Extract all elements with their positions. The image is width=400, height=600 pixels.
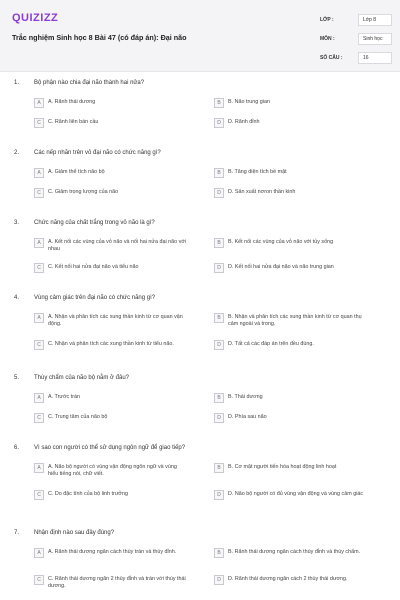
- answer-option-b[interactable]: [214, 168, 368, 178]
- option-letter-box: D: [214, 188, 224, 198]
- answer-option-d[interactable]: [214, 490, 368, 500]
- answer-option-c[interactable]: [34, 413, 188, 423]
- option-letter-box: C: [34, 263, 44, 273]
- option-letter-box: D: [214, 575, 224, 585]
- answer-option-b[interactable]: [214, 98, 368, 108]
- answer-option-a[interactable]: [34, 463, 188, 478]
- option-letter-box: D: [214, 413, 224, 423]
- answer-option-a[interactable]: [34, 98, 188, 108]
- option-letter-box: A: [34, 98, 44, 108]
- option-text: D. Kết nối hai nửa đại não và não trung gian: [228, 264, 334, 270]
- question-number: 1.: [14, 80, 20, 86]
- answer-option-d[interactable]: [214, 118, 368, 128]
- answer-option-a[interactable]: [34, 548, 188, 558]
- option-text: A. Nhận và phân tích các xung thần kinh từ cơ quan vận động.: [48, 314, 183, 328]
- option-letter-box: C: [34, 413, 44, 423]
- option-text: D. Sản xuất nơron thần kinh: [228, 189, 296, 195]
- answer-option-c[interactable]: [34, 490, 188, 500]
- option-text: B. Tăng diện tích bề mặt: [228, 169, 287, 175]
- page-title: Trắc nghiệm Sinh học 8 Bài 47 (có đáp án): Đại não: [12, 33, 187, 42]
- question-number: 3.: [14, 220, 20, 226]
- option-text: A. Kết nối các vùng của vỏ não và nối hai nửa đại não với nhau: [48, 239, 187, 253]
- option-letter-box: B: [214, 548, 224, 558]
- option-letter-box: C: [34, 118, 44, 128]
- answer-option-b[interactable]: [214, 393, 368, 403]
- class-row: [320, 10, 392, 29]
- answer-option-c[interactable]: [34, 118, 188, 128]
- question-text: Bộ phận nào chia đại não thành hai nửa?: [34, 80, 145, 86]
- option-letter-box: A: [34, 238, 44, 248]
- option-text: D. Não bộ người có đủ vùng vận động và vùng cảm giác: [228, 491, 364, 497]
- option-letter-box: A: [34, 168, 44, 178]
- option-text: B. Rãnh thái dương ngăn cách thùy đỉnh và thùy chẩm.: [228, 549, 361, 555]
- option-letter-box: D: [214, 263, 224, 273]
- question-text: Thùy chẩm của não bộ nằm ở đâu?: [34, 375, 129, 381]
- option-text: D. Rãnh đỉnh: [228, 119, 260, 125]
- option-text: B. Nhận và phân tích các xung thần kinh từ cơ quan thụ cảm ngoài và trong.: [228, 314, 362, 328]
- option-letter-box: B: [214, 313, 224, 323]
- quizizz-logo: QUIZIZZ: [12, 12, 59, 24]
- option-text: C. Rãnh thái dương ngăn 2 thùy đỉnh và trán với thùy thái dương.: [48, 576, 186, 590]
- option-letter-box: C: [34, 340, 44, 350]
- question-text: Vì sao con người có thể sử dụng ngôn ngữ để giao tiếp?: [34, 445, 186, 451]
- question-number: 2.: [14, 150, 20, 156]
- option-text: B. Thái dương: [228, 394, 263, 400]
- option-letter-box: C: [34, 188, 44, 198]
- question-text: Các nếp nhăn trên vỏ đại não có chức năng gì?: [34, 150, 161, 156]
- answer-option-d[interactable]: [214, 413, 368, 423]
- option-text: B. Cơ mặt người tiến hóa hoạt động linh hoạt: [228, 464, 337, 470]
- answer-option-d[interactable]: [214, 575, 368, 585]
- option-text: C. Giảm trọng lượng của não: [48, 189, 119, 195]
- option-text: B. Não trung gian: [228, 99, 270, 105]
- option-text: B. Kết nối các vùng của vỏ não với tủy sống: [228, 239, 334, 245]
- option-letter-box: B: [214, 463, 224, 473]
- answer-option-d[interactable]: [214, 263, 368, 273]
- answer-option-c[interactable]: [34, 340, 188, 350]
- answer-option-c[interactable]: [34, 263, 188, 273]
- count-row: [320, 48, 392, 67]
- option-letter-box: A: [34, 313, 44, 323]
- question-text: Vùng cảm giác trên đại não có chức năng gì?: [34, 295, 156, 301]
- answer-option-a[interactable]: [34, 393, 188, 403]
- option-text: A. Rãnh thái dương ngăn cách thùy trán và thùy đỉnh.: [48, 549, 177, 555]
- count-value: 16: [358, 52, 392, 64]
- answer-option-c[interactable]: [34, 575, 188, 590]
- answer-option-a[interactable]: [34, 313, 188, 328]
- answer-option-d[interactable]: [214, 188, 368, 198]
- answer-option-c[interactable]: [34, 188, 188, 198]
- option-letter-box: C: [34, 575, 44, 585]
- answer-option-a[interactable]: [34, 238, 188, 253]
- option-text: D. Phía sau não: [228, 414, 267, 420]
- answer-option-d[interactable]: [214, 340, 368, 350]
- option-text: A. Trước trán: [48, 394, 81, 400]
- option-letter-box: D: [214, 490, 224, 500]
- count-label: SỐ CÂU :: [320, 54, 343, 61]
- answer-option-a[interactable]: [34, 168, 188, 178]
- option-letter-box: B: [214, 98, 224, 108]
- option-text: C. Kết nối hai nửa đại não và tiểu não: [48, 264, 139, 270]
- subject-row: [320, 29, 392, 48]
- question-text: Chức năng của chất trắng trong vỏ não là gì?: [34, 220, 155, 226]
- question-number: 5.: [14, 375, 20, 381]
- question-number: 4.: [14, 295, 20, 301]
- question-number: 6.: [14, 445, 20, 451]
- answer-option-b[interactable]: [214, 463, 368, 473]
- answer-option-b[interactable]: [214, 313, 368, 328]
- option-letter-box: C: [34, 490, 44, 500]
- option-letter-box: D: [214, 340, 224, 350]
- quiz-header: [0, 0, 400, 72]
- option-text: C. Nhận và phân tích các xung thần kinh từ tiểu não.: [48, 341, 174, 347]
- question-text: Nhận định nào sau đây đúng?: [34, 530, 115, 536]
- option-text: C. Do đặc tính của bộ linh trưởng: [48, 491, 128, 497]
- option-letter-box: B: [214, 168, 224, 178]
- option-letter-box: D: [214, 118, 224, 128]
- subject-value: Sinh học: [358, 33, 392, 45]
- option-text: D. Rãnh thái dương ngăn cách 2 thùy thái dương.: [228, 576, 348, 582]
- option-letter-box: A: [34, 548, 44, 558]
- option-text: C. Trung tâm của não bộ: [48, 414, 108, 420]
- class-value: Lớp 8: [358, 14, 392, 26]
- class-label: LỚP :: [320, 16, 334, 23]
- quiz-meta: [320, 10, 392, 67]
- answer-option-b[interactable]: [214, 238, 368, 248]
- option-letter-box: B: [214, 393, 224, 403]
- option-text: A. Rãnh thái dương: [48, 99, 96, 105]
- answer-option-b[interactable]: [214, 548, 368, 558]
- option-text: C. Rãnh liên bán cầu: [48, 119, 99, 125]
- option-text: D. Tất cả các đáp án trên đều đúng.: [228, 341, 314, 347]
- option-letter-box: A: [34, 393, 44, 403]
- question-number: 7.: [14, 530, 20, 536]
- option-text: A. Não bộ người có vùng vận động ngôn ngữ và vùng hiểu tiếng nói, chữ viết.: [48, 464, 177, 478]
- option-letter-box: A: [34, 463, 44, 473]
- option-text: A. Giảm thể tích não bộ: [48, 169, 105, 175]
- option-letter-box: B: [214, 238, 224, 248]
- subject-label: MÔN :: [320, 35, 335, 42]
